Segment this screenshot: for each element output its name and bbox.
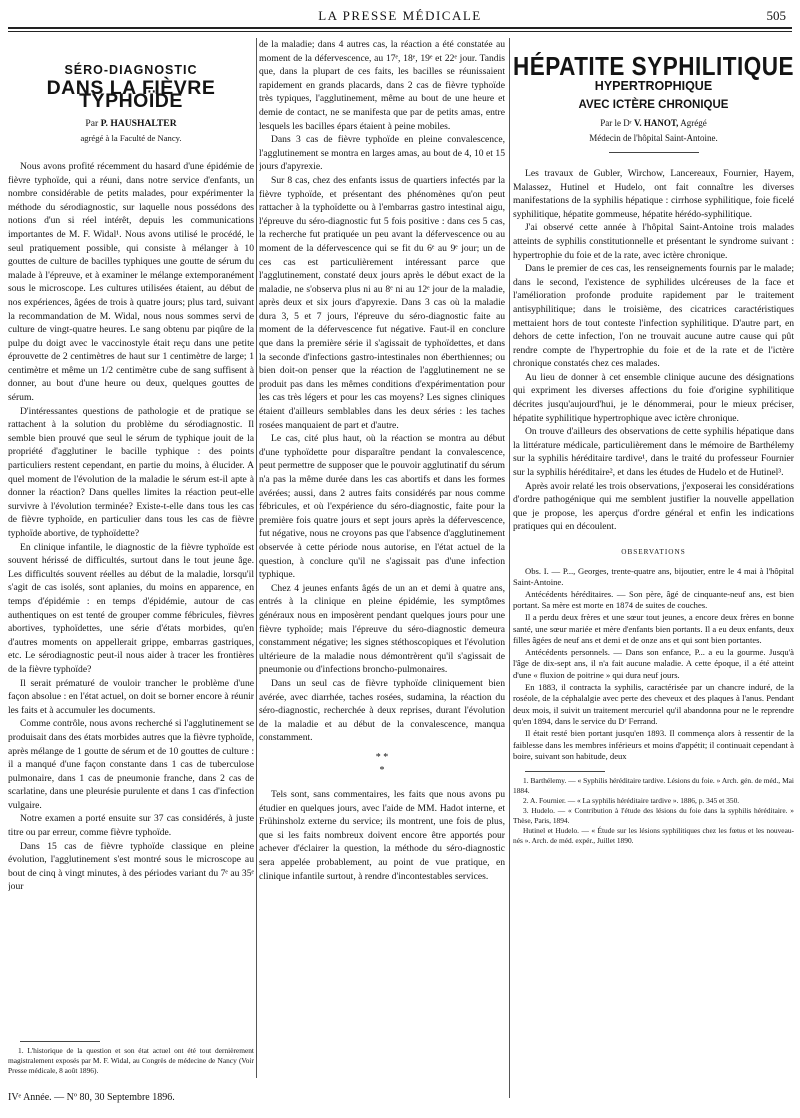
footnote: 1. Barthélemy. — « Syphilis héréditaire tardive. Lésions du foie. » Arch. gén. de méd., Mai 1884.: [513, 775, 794, 795]
article2-paragraph: Les travaux de Gubler, Wirchow, Lancereaux, Fournier, Hayem, Malassez, Hutinel et Hudelo, ont fait connaître les diverses manifestations de la syphilis hépatique : cirrhose syphilitique, foie ficelé syphilitique, hépatite gommeuse, hépatite hérédo-syphilitique.: [513, 167, 794, 220]
article1-kicker: SÉRO-DIAGNOSTIC: [64, 63, 198, 77]
article2-column: [513, 38, 794, 1098]
issue-imprint: IVᵉ Année. — Nº 80, 30 Septembre 1896.: [8, 1092, 175, 1103]
article1-paragraph: Le cas, cité plus haut, où la réaction se montra au début d'une typhoïdette pour disparaître pendant la convalescence, peut permettre de supposer que le pouvoir agglutinatif du sérum n'a pas la même durée dans les cas abortifs et dans les formes avérées; aussi, dans 2 autres faits considérés par nous comme fébricules, et où l'expérience du séro-diagnostic, faite pour la première fois quatre jours et sept jours après la défervescence, fut négative, nous ne croyons pas que l'absence d'agglutinement observée à cette période nous autorise, en l'état actuel de la question, à conclure qu'il ne s'agissait pas d'une infection typhique.: [259, 433, 505, 581]
header-rule: [8, 27, 792, 29]
article1-affiliation: agrégé à la Faculté de Nancy.: [80, 133, 182, 144]
footnote-rule: [20, 1041, 100, 1042]
article2-paragraph: J'ai observé cette année à l'hôpital Saint-Antoine trois malades atteints de syphilis constitutionnelle et présentant le syndrome suivant : hypertrophie du foie et de la rate, avec ictère chronique.: [513, 222, 794, 261]
observations-heading: OBSERVATIONS: [621, 548, 686, 556]
article1-paragraph: Sur 8 cas, chez des enfants issus de quartiers infectés par la fièvre typhoïde, et présentant des phénomènes qu'on peut rattacher à la typhoïdette ou à l'embarras gastro intestinal aigu, l'épreuve du séro-diagnostic fut 5 fois positive : dans ces 5 cas, la recherche fut pratiquée un peu avant la défervescence ou au moment de la défervescence qui se fit du 6ᵉ au 9ᵉ jour; un de ces cas est particulièrement intéressant parce que l'agglutinement, constaté deux jours après le début exact de la maladie, ne s'observa plus ni au 8ᵉ ni au 12ᵉ jour de la maladie, après deux et six jours d'apyrexie. Dans 3 cas où la maladie dura 3, 5 et 7 jours, l'épreuve du séro-diagnostic faite au moment de la défervescence fut négative. Faut-il en conclure que dans la première série il s'agissait de typhoïdettes, et dans la seconde d'infections gastro-intestinales non éberthiennes; ou bien doit-on penser que la réaction de l'agglutinement ne se produit pas dans les mêmes conditions d'expérimentation pour les cas très légers et pour les cas moyens? Les signes cliniques étaient d'ailleurs semblables dans les deux séries : les taches rosées manquaient de part et d'autre.: [259, 174, 505, 431]
article1-paragraph: Il serait prématuré de vouloir trancher le problème d'une façon absolue : en l'état actuel, on doit se borner encore à réunir les faits et à accumuler les documents.: [8, 677, 254, 716]
article1-paragraph: Notre examen a porté ensuite sur 37 cas considérés, à juste titre ou par erreur, comme fièvre typhoïde.: [8, 813, 254, 839]
article2-subtitle-1: HYPERTROPHIQUE: [594, 78, 713, 93]
article1-column-2: [259, 38, 505, 1076]
footnote: Hutinel et Hudelo. — « Étude sur les lésions syphilitiques chez les fœtus et les nouveau-nés ». Arch. de méd. expér., Juillet 1890.: [513, 825, 794, 845]
article2-author: V. HANOT,: [634, 117, 679, 128]
article1-author: P. HAUSHALTER: [100, 117, 177, 129]
section-break-asterisks: * * *: [375, 751, 389, 777]
article1-paragraph: Comme contrôle, nous avons recherché si l'agglutinement se produisait dans des états morbides autres que la fièvre typhoïde, après mélange de 1 goutte de sérum et de 10 gouttes de culture : il a manqué d'une façon constante dans 1 cas de tuberculose pulmonaire, dans 1 cas de pneumonie franche, dans 2 cas de scarlatine, dans une pleurésie purulente et dans 1 cas d'infection vulgaire.: [8, 718, 254, 811]
article2-title: HÉPATITE SYPHILITIQUE: [513, 52, 794, 81]
article2-paragraph: Après avoir relaté les trois observations, j'exposerai les considérations d'ordre pathogénique qui me semblent justifier la nouvelle appellation que je propose, les aperçus d'ordre général et enfin les indications pratiques qui en découlent.: [513, 480, 794, 533]
article1-column-1: [8, 38, 254, 1076]
observation-paragraph: Antécédents personnels. — Dans son enfance, P... a eu la gourme. Jusqu'à l'âge de dix-sept ans, il n'a fait aucune maladie. A cette époque, il a été atteint d'une « fluxion de poitrine » qui dura neuf jours.: [513, 646, 794, 680]
footnote: 2. A. Fournier. — « La syphilis héréditaire tardive ». 1886, p. 345 et 350.: [523, 795, 740, 805]
article1-paragraph: Nous avons profité récemment du hasard d'une épidémie de fièvre typhoïde, qui a réuni, dans notre service d'enfants, un nombre considérable de petits malades, pour expérimenter la méthode du sérodiagnostic, sur laquelle nous possédons des notions d'un si réel intérêt, depuis les communications importantes de M. F. Widal¹. Nous avons utilisé le procédé, le seul pratiquement possible, qui consiste à mélanger à 10 gouttes de culture de bacilles typhiques une goutte de sérum du malade à l'épreuve, et à examiner le mélange extemporanément sous le microscope. Les cultures utilisées étaient, au début de nos expériences, âgées de trois à quatre jours; plus tard, suivant la recommandation de M. Widal, nous nous sommes servi de culture de vingt-quatre heures. Le sang obtenu par piqûre de la pulpe du doigt avec le vaccinostyle était reçu dans une petite éprouvette de 2 centimètres de haut sur 1 centimètre de large; 1 centimètre et même un 1/2 centimètre cube de sang suffisent à donner, au bout d'une heure ou deux, quelques gouttes de sérum.: [8, 160, 254, 404]
running-title: LA PRESSE MÉDICALE: [318, 8, 482, 23]
observation-paragraph: En 1883, il contracta la syphilis, caractérisée par un chancre induré, de la roséole, de la céphalalgie avec perte des cheveux et des plaques à l'anus. Pendant deux mois, il suivit un traitement mercuriel qu'il abandonna pour ne le reprendre qu'en 1894, dans le service du Dʳ Ferrand.: [513, 681, 794, 727]
article1-paragraph: Dans un seul cas de fièvre typhoïde cliniquement bien avérée, avec diarrhée, taches rosées, sudamina, la réaction du séro-diagnostic, recherchée à deux reprises, durant l'évolution de la maladie et au début de la convalescence, manqua constamment.: [259, 677, 505, 744]
column-divider-2: [509, 38, 510, 1098]
title-rule: [609, 152, 699, 153]
article1-paragraph: Tels sont, sans commentaires, les faits que nous avons pu étudier en quelques jours, avec l'aide de MM. Hadot interne, et Frühinsholz externe du service; ils montrent, une fois de plus, que si les faits nombreux doivent encore être apportés pour achever d'éclairer la question, la méthode du séro-diagnostic sera appelée probablement, au point de vue pratique, en clinique infantile surtout, à rendre d'incontestables services.: [259, 789, 505, 882]
article1-paragraph: de la maladie; dans 4 autres cas, la réaction a été constatée au moment de la défervescence, au 17ᵉ, 18ᵉ, 19ᵉ et 22ᵉ jour. Tandis que, dans la plupart de ces faits, les bacilles se réunissaient rapidement en grands placards, dans 2 cas de fièvre typhoïde très typiques, l'agglutinement, même au bout de une heure et demie de contact, ne se manifesta que par de petits amas, entre lesquels les bacilles épars étaient à peine mobiles.: [259, 39, 505, 132]
observation-paragraph: Obs. I. — P..., Georges, trente-quatre ans, bijoutier, entre le 4 mai à l'hôpital Saint-Antoine.: [513, 565, 794, 588]
article2-paragraph: Dans le premier de ces cas, les renseignements fournis par le malade; dans le second, l'existence de syphilides ulcéreuses de la face et l'amélioration profonde produite rapidement par le traitement antisyphilitique; dans le troisième, des cicatrices caractéristiques mettaient hors de tout conteste l'infection syphilitique. D'autre part, en dehors de cette infection, l'on ne trouvait aucune autre cause qui pût rendre compte de l'hypertrophie du foie et de la rate et de l'ictère chronique constatés chez ces malades.: [513, 263, 794, 370]
column-divider-1: [256, 38, 257, 1078]
article1-title: DANS LA FIÈVRE TYPHOÏDE: [46, 76, 216, 113]
article2-paragraph: On trouve d'ailleurs des observations de cette syphilis hépatique dans la littérature médicale, particulièrement dans le mémoire de Barthélemy sur la syphilis héréditaire tardive¹, dans le traité du professeur Fournier sur la syphilis héréditaire², et dans les études de Hudelo et de Hutinel³.: [513, 426, 794, 479]
article2-author-title: Agrégé: [680, 117, 707, 128]
observation-paragraph: Il a perdu deux frères et une sœur tout jeunes, a encore deux frères en bonne santé, une sœur mariée et mère d'enfants bien portants. Il a eu deux enfants, deux filles âgées de neuf ans et demi et de onze ans et qui sont bien portantes.: [513, 611, 794, 646]
article1-paragraph: D'intéressantes questions de pathologie et de pratique se rattachent à la solution du problème du sérodiagnostic. Il semble bien prouvé que seul le sérum de typhique jouit de la propriété d'agglutiner le bacille typhique : des points particuliers restent cependant, en partie du moins, à élucider. A quel moment de l'évolution de la maladie le sérum est-il apte à donner la réaction? Dans quelles limites la réaction peut-elle survivre à l'évolution terminée? Existe-t-elle dans tous les cas de fièvre typhoïde, en particulier dans tous les cas de fièvre typhoïde abortive, de typhoïdette?: [8, 405, 254, 539]
article1-paragraph: En clinique infantile, le diagnostic de la fièvre typhoïde est souvent hérissé de difficultés, surtout dans le tout jeune âge. Les difficultés souvent réelles au début de la maladie, lorsqu'il s'agit de cas isolés, sont aplanies, du moins en apparence, en temps d'épidémie : en temps d'épidémie, autour de cas authentiques on est tenté de grouper comme fébricules, fièvres abortives, typhoïdettes, une série d'états morbides, qu'en d'autres moments on appellerait grippe, embarras gastriques, etc. Le sérodiagnostic peut-il nous aider à tracer les frontières de la fièvre typhoïde?: [8, 541, 254, 675]
article2-byline-prefix: Par le Dʳ: [600, 117, 632, 128]
page-number: 505: [766, 8, 786, 23]
article1-byline-prefix: Par: [85, 117, 99, 129]
article1-byline: [8, 117, 254, 131]
article2-byline: [513, 117, 794, 131]
article2-affiliation: Médecin de l'hôpital Saint-Antoine.: [589, 133, 718, 144]
footnote-rule: [525, 771, 605, 772]
observations-body: [513, 566, 794, 763]
observation-paragraph: Il était resté bien portant jusqu'en 1893. Il commença alors à ressentir de la faiblesse dans les membres inférieurs et moins d'appétit; il continuait cependant à boire, suivant son habitude, deux: [513, 727, 794, 762]
header-rule-thin: [8, 31, 792, 32]
article2-footnotes: [513, 771, 794, 846]
footnote: 3. Hudelo. — « Contribution à l'étude des lésions du foie dans la syphilis héréditaire. » Thèse, Paris, 1894.: [513, 805, 794, 825]
article1-paragraph: Dans 15 cas de fièvre typhoïde classique en pleine évolution, l'agglutinement s'est montré sous le microscope au bout de cinq à vingt minutes, à des périodes variant du 7ᵉ au 35ᵉ jour: [8, 840, 254, 893]
article1-footnotes: [8, 1033, 254, 1076]
footnote: 1. L'historique de la question et son état actuel ont été tout dernièrement magistralement exposés par M. F. Widal, au Congrès de médecine de Nancy (Voir Presse médicale, 8 août 1896).: [8, 1046, 254, 1075]
article1-paragraph: Dans 3 cas de fièvre typhoïde en pleine convalescence, l'agglutinement se montra en larges amas, au bout de 4, 10 et 15 jours d'apyrexie.: [259, 134, 505, 173]
article2-subtitle-2: AVEC ICTÈRE CHRONIQUE: [578, 99, 729, 112]
article2-paragraph: Au lieu de donner à cet ensemble clinique aucune des désignations qui expriment les diverses affections du foie d'origine syphilitique décrites jusqu'aujourd'hui, je le dénommerai, pour le mieux préciser, hépatite syphilitique hypertrophique avec ictère chronique.: [513, 371, 794, 424]
article1-paragraph: Chez 4 jeunes enfants âgés de un an et demi à quatre ans, entrés à la clinique en pleine épidémie, les symptômes généraux nous en imposèrent pendant quelques jours pour une fièvre typhoïde; mais l'épreuve du séro-diagnostic demeura constamment négative; les signes stéthoscopiques et l'évolution ultérieure de la maladie nous démontrèrent qu'il s'agissait de pneumonie ou d'infections broncho-pulmonaires.: [259, 582, 505, 676]
observation-paragraph: Antécédents héréditaires. — Son père, âgé de cinquante-neuf ans, est bien portant. Sa mère est morte en 1874 de suites de couches.: [513, 588, 794, 611]
